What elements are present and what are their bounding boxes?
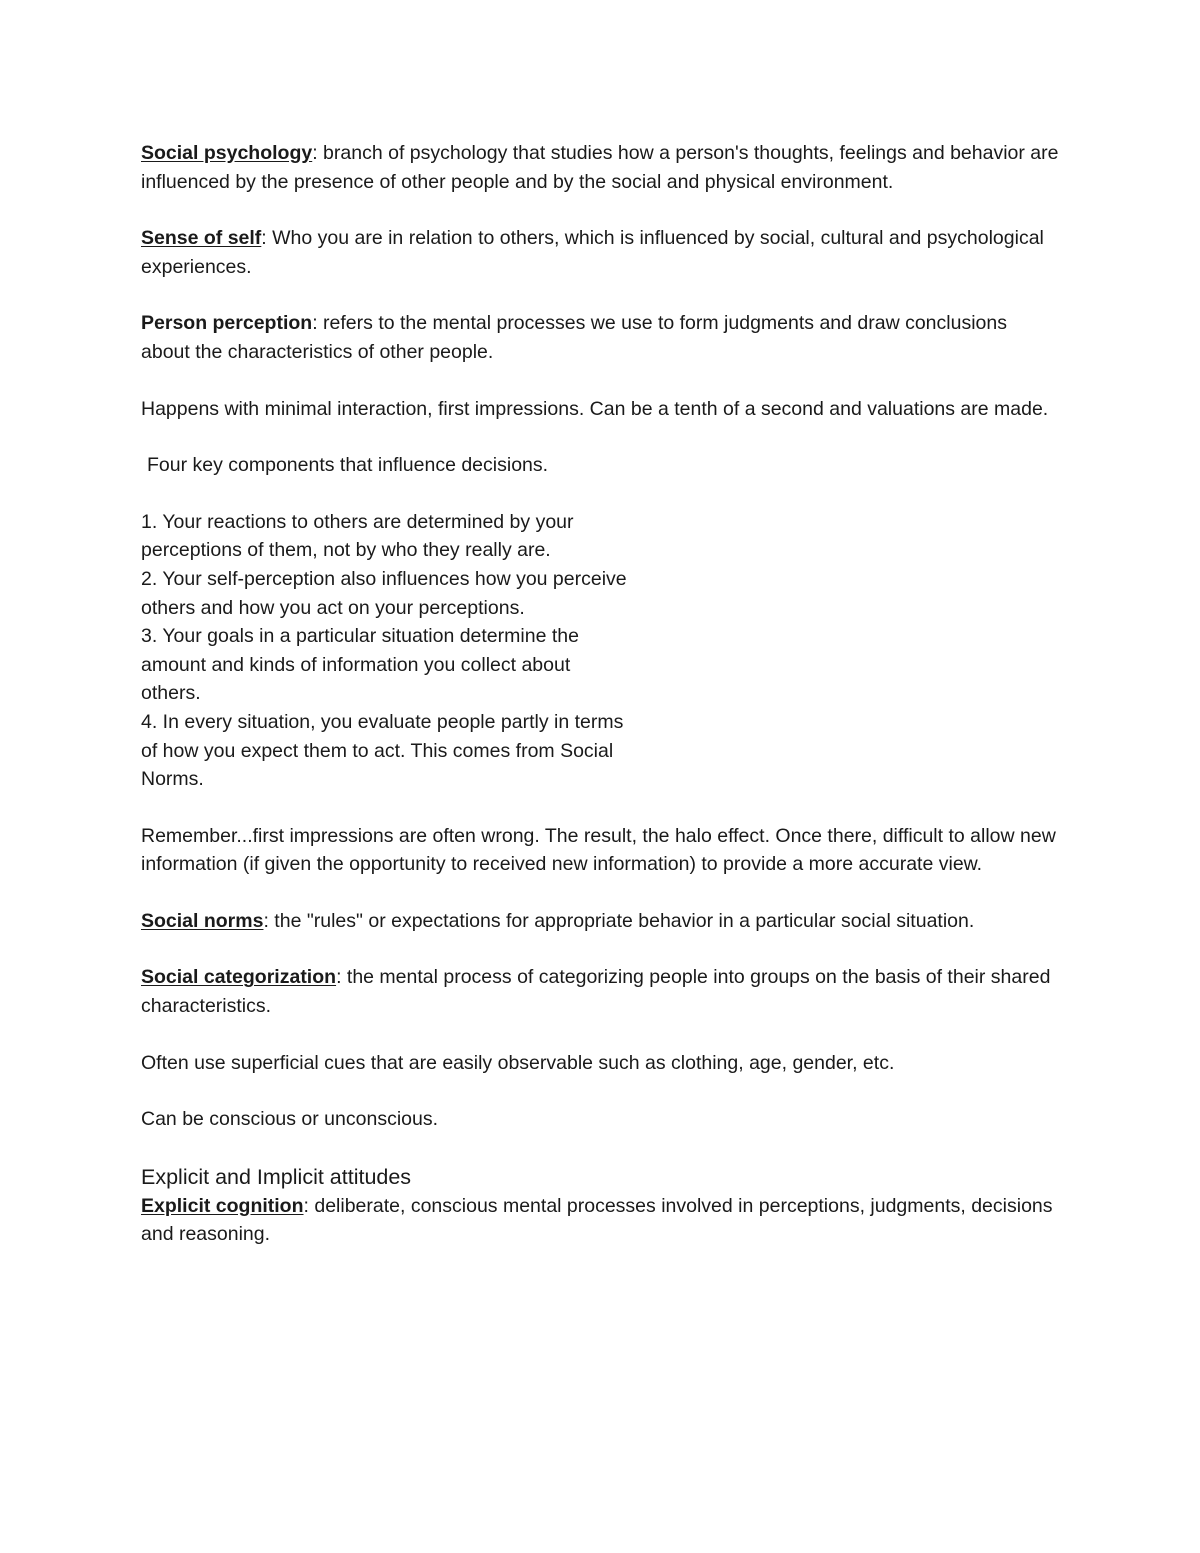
term-sense-of-self: Sense of self [141, 227, 262, 250]
term-explicit-cognition: Explicit cognition [141, 1194, 304, 1217]
definition-text: : refers to the mental processes we use to form judgments and draw conclusions about the characteristics of other people. [141, 312, 1007, 363]
term-person-perception: Person perception [141, 312, 313, 335]
definition-text: : deliberate, conscious mental processes involved in perceptions, judgments, decisions and reasoning. [141, 1194, 1053, 1246]
definition-person-perception [141, 309, 1060, 366]
list-item: 3. Your goals in a particular situation determine the amount and kinds of information you collect about others. [141, 625, 579, 705]
paragraph-first-impressions: Happens with minimal interaction, first impressions. Can be a tenth of a second and valuations are made. [141, 397, 1049, 420]
list-item: 2. Your self-perception also influences how you perceive others and how you act on your perceptions. [141, 567, 627, 619]
definition-sense-of-self [141, 224, 1060, 281]
list-item: 4. In every situation, you evaluate people partly in terms of how you expect them to act. This comes from Social Norms. [141, 710, 624, 791]
term-social-categorization: Social categorization [141, 966, 337, 989]
definition-text: : branch of psychology that studies how a person's thoughts, feelings and behavior are influenced by the presence of other people and by the social and physical environment. [141, 142, 1059, 193]
paragraph-remember: Remember...first impressions are often wrong. The result, the halo effect. Once there, difficult to allow new information (if given the opportunity to received new information) to provide a more accurate view. [141, 824, 1056, 876]
term-social-psychology: Social psychology [141, 142, 313, 164]
term-social-norms: Social norms [141, 909, 264, 932]
definition-social-norms [141, 907, 1060, 936]
paragraph-superficial-cues: Often use superficial cues that are easily observable such as clothing, age, gender, etc. [141, 1051, 895, 1074]
definition-explicit-cognition [141, 1192, 1060, 1249]
paragraph-conscious: Can be conscious or unconscious. [141, 1108, 439, 1131]
components-list [141, 508, 631, 794]
definition-text: : the mental process of categorizing people into groups on the basis of their shared characteristics. [141, 966, 1051, 1018]
definition-text: : Who you are in relation to others, which is influenced by social, cultural and psychological experiences. [141, 227, 1044, 278]
definition-social-categorization [141, 963, 1060, 1020]
definition-social-psychology [141, 139, 1060, 196]
components-lead: Four key components that influence decisions. [147, 454, 549, 477]
definition-text: : the "rules" or expectations for appropriate behavior in a particular social situation. [263, 909, 975, 932]
section-heading: Explicit and Implicit attitudes [141, 1164, 412, 1189]
list-item: 1. Your reactions to others are determined by your perceptions of them, not by who they really are. [141, 510, 574, 562]
